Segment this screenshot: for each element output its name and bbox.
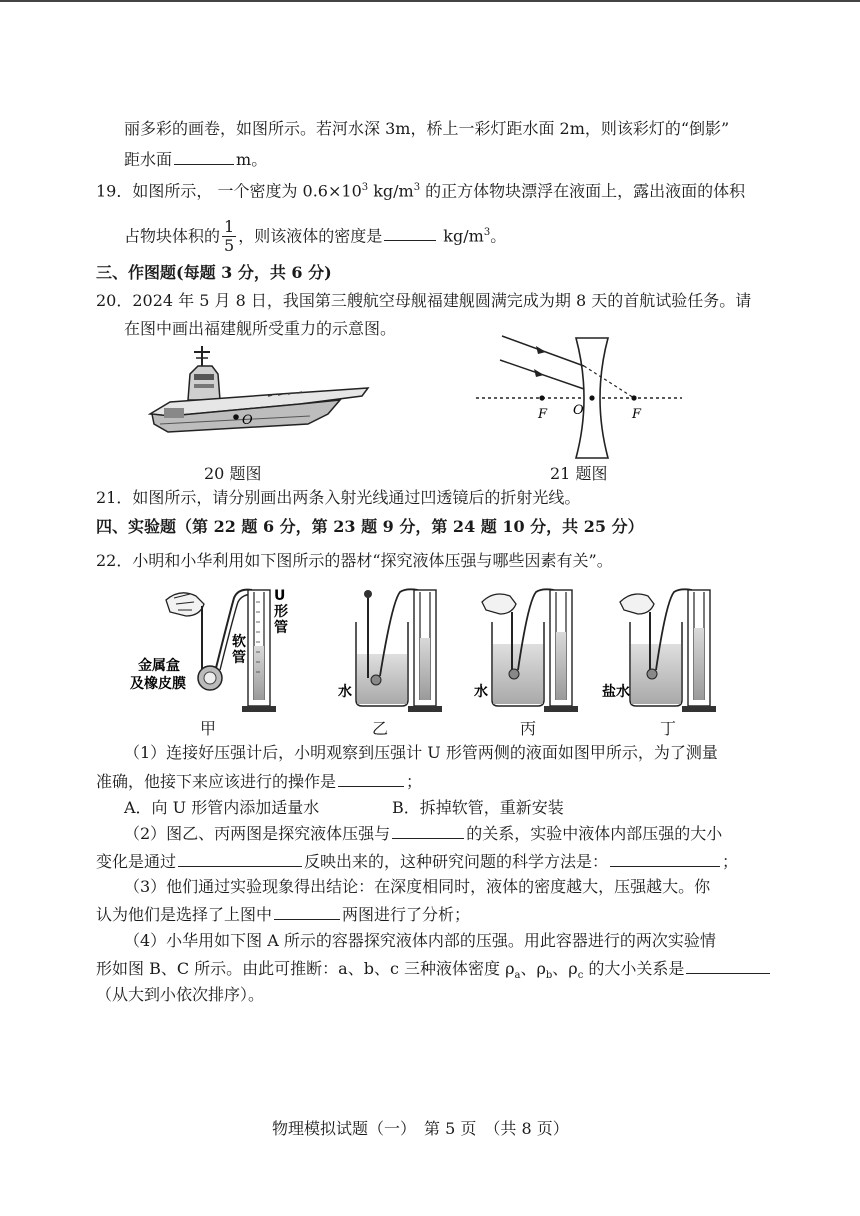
box-label-2: 及橡皮膜 [130,676,186,692]
setup-ding [620,589,716,712]
aircraft-carrier-figure [140,338,380,448]
q22-part2-line1: （2）图乙、丙两图是探究液体压强与 的关系，实验中液体内部压强的大小 [124,824,723,843]
q22-intro: 22．小明和小华利用如下图所示的器材“探究液体压强与哪些因素有关”。 [96,551,613,570]
fig20-caption: 20 题图 [204,464,262,483]
q20-line2: 在图中画出福建舰所受重力的示意图。 [124,319,397,338]
fig21-caption: 21 题图 [550,464,608,483]
q22-part4-line2: 形如图 B、C 所示。由此可推断：a、b、c 三种液体密度 $\rho_a$、$\rho_b$、$\rho_c$ 的大小关系是 [96,957,772,987]
q22-part1-blank[interactable] [338,770,404,787]
pressure-gauge-figure [130,582,750,732]
setup-bing [482,589,578,712]
hose-label-1: 软 [232,634,246,650]
q19-line2: 占物块体积的 $\frac{1}{5}$ ，则该液体的密度是 $kg/m^3$。 [124,217,507,256]
q18-answer-blank[interactable] [174,148,234,165]
q21-text: 21．如图所示，请分别画出两条入射光线通过凹透镜后的折射光线。 [96,488,581,507]
q22-option-a: A．向 U 形管内添加适量水 [124,798,320,817]
page-footer: 物理模拟试题（一） 第 5 页 （共 8 页） [272,1119,569,1138]
setup-jia [166,590,276,712]
box-label-1: 金属盒 [138,658,180,674]
setup-yi [356,589,442,712]
u-tube-label-3: 管 [274,620,288,636]
fig21-o-label: O [573,403,584,418]
q22-part2-blank2[interactable] [178,850,302,867]
fig-caption-yi: 乙 [372,719,389,738]
salt-water-label: 盐水 [602,684,630,700]
q22-option-b: B．拆掉软管，重新安装 [392,798,564,817]
fraction-one-fifth: $\frac{1}{5}$ [224,217,235,256]
q22-part1-line1: （1）连接好压强计后，小明观察到压强计 U 形管两侧的液面如图甲所示，为了测量 [124,743,718,762]
q22-part1-line2: 准确，他接下来应该进行的操作是 ； [96,772,423,791]
concave-lens-figure [472,332,712,462]
hose-label-2: 管 [232,650,246,666]
q19-answer-blank[interactable] [384,224,436,241]
q22-part2-line2: 变化是通过 反映出来的，这种研究问题的科学方法是： ； [96,852,739,871]
section-3-heading: 三、作图题(每题 3 分，共 6 分) [96,263,332,282]
q18-line2: 距水面 m。 [124,150,268,169]
fig-caption-jia: 甲 [200,719,217,738]
top-border-line [0,0,860,2]
q22-part2-blank1[interactable] [392,822,464,839]
u-tube-label-1: U [274,588,286,604]
fig21-f-left-label: F [538,407,548,422]
q22-part3-blank[interactable] [274,903,340,920]
q22-part4-blank[interactable] [686,957,770,974]
water-label-bing: 水 [474,684,488,700]
q20-line1: 20．2024 年 5 月 8 日，我国第三艘航空母舰福建舰圆满完成为期 8 天的首航试验任务。请 [96,291,752,310]
fig-caption-ding: 丁 [660,719,677,738]
q22-part4-line3: （从大到小依次排序）。 [96,985,265,1004]
fig-caption-bing: 丙 [520,719,537,738]
fig20-point-label: O [242,413,253,428]
q22-part4-line1: （4）小华用如下图 A 所示的容器探究液体内部的压强。用此容器进行的两次实验情 [124,931,716,950]
q19-line1: 19．如图所示， 一个密度为 $0.6\times 10^3$ $kg/m^3$ 的正方体物块漂浮在液面上，露出液面的体积 [96,181,746,201]
q18-line1: 丽多彩的画卷，如图所示。若河水深 3m，桥上一彩灯距水面 2m，则该彩灯的“倒影” [124,119,730,138]
q22-part3-line2: 认为他们是选择了上图中 两图进行了分析； [96,905,471,924]
q22-part2-blank3[interactable] [610,850,720,867]
fig21-f-right-label: F [632,407,642,422]
water-label-yi: 水 [338,684,352,700]
q22-part3-line1: （3）他们通过实验现象得出结论：在深度相同时，液体的密度越大，压强越大。你 [124,877,711,896]
u-tube-label-2: 形 [274,604,288,620]
section-4-heading: 四、实验题（第 22 题 6 分，第 23 题 9 分，第 24 题 10 分，共 25 分） [96,517,644,536]
